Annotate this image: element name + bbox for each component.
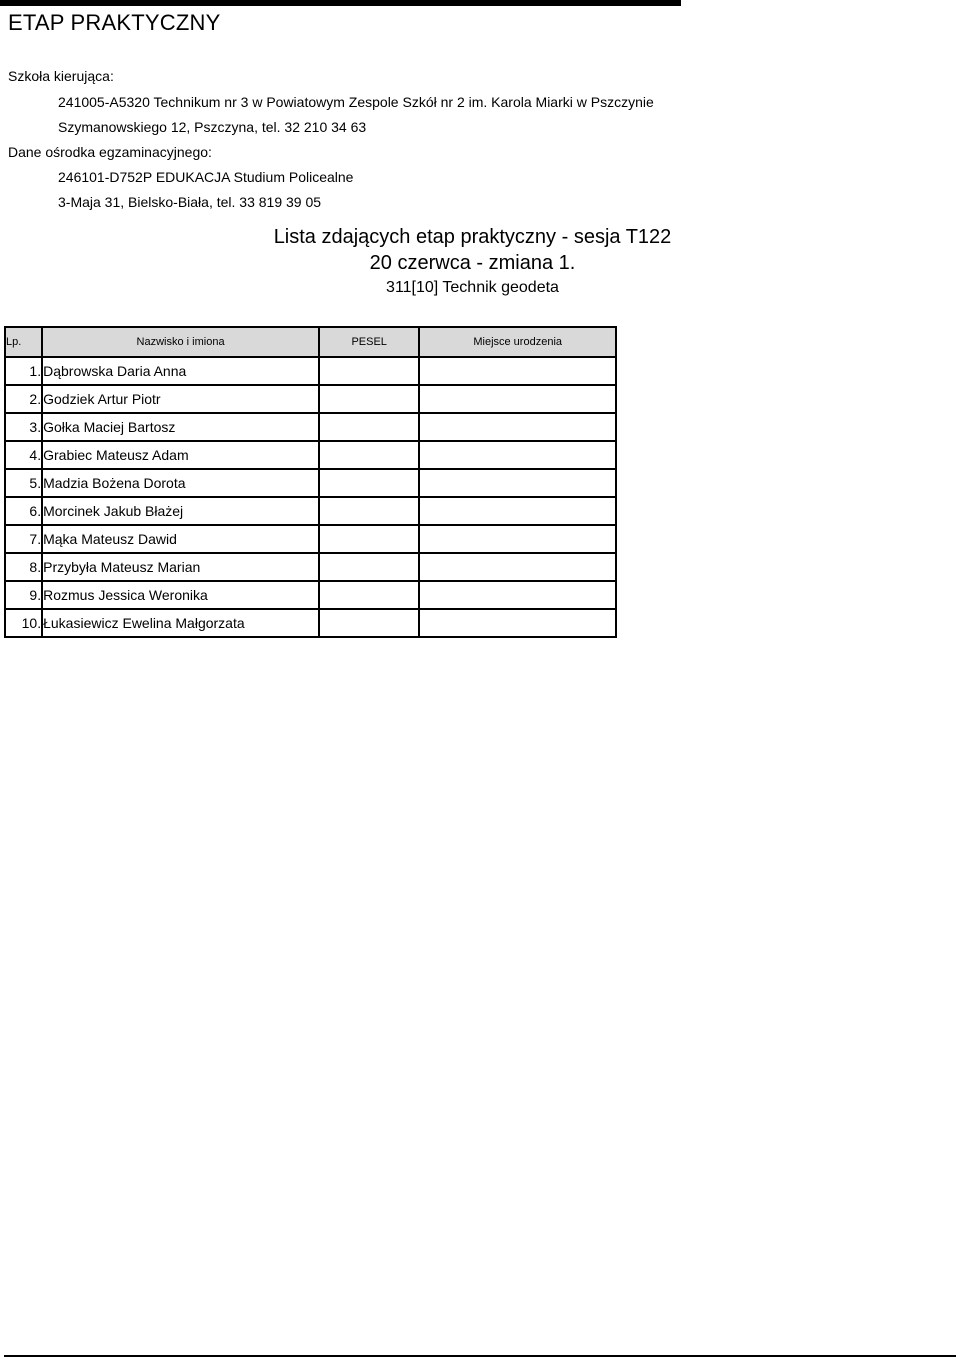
row-birthplace [419, 441, 616, 469]
row-pesel [319, 581, 419, 609]
exam-center-address: 3-Maja 31, Bielsko-Biała, tel. 33 819 39 05 [58, 194, 322, 210]
page-title: ETAP PRAKTYCZNY [8, 10, 221, 35]
list-title: Lista zdających etap praktyczny - sesja T122 [273, 226, 672, 248]
row-birthplace [419, 553, 616, 581]
row-number: 4. [5, 441, 42, 469]
header-name: Nazwisko i imiona [42, 327, 319, 357]
row-number: 3. [5, 413, 42, 441]
row-number: 9. [5, 581, 42, 609]
school-name: 241005-A5320 Technikum nr 3 w Powiatowym Zespole Szkół nr 2 im. Karola Miarki w Pszczynie [58, 94, 654, 110]
row-number: 8. [5, 553, 42, 581]
row-full-name: Przybyła Mateusz Marian [42, 553, 319, 581]
row-number: 7. [5, 525, 42, 553]
row-number: 5. [5, 469, 42, 497]
row-full-name: Dąbrowska Daria Anna [42, 357, 319, 385]
row-pesel [319, 357, 419, 385]
exam-center-label: Dane ośrodka egzaminacyjnego: [8, 144, 212, 160]
row-pesel [319, 385, 419, 413]
row-birthplace [419, 581, 616, 609]
table-row [5, 469, 616, 497]
row-pesel [319, 469, 419, 497]
row-birthplace [419, 385, 616, 413]
row-pesel [319, 497, 419, 525]
row-full-name: Godziek Artur Piotr [42, 385, 319, 413]
row-full-name: Madzia Bożena Dorota [42, 469, 319, 497]
row-number: 1. [5, 357, 42, 385]
row-birthplace [419, 609, 616, 637]
table-row [5, 553, 616, 581]
row-birthplace [419, 357, 616, 385]
list-date-shift: 20 czerwca - zmiana 1. [369, 252, 576, 274]
row-full-name: Łukasiewicz Ewelina Małgorzata [42, 609, 319, 637]
table-row [5, 357, 616, 385]
row-full-name: Gołka Maciej Bartosz [42, 413, 319, 441]
row-birthplace [419, 525, 616, 553]
header-pesel: PESEL [319, 327, 419, 357]
row-full-name: Morcinek Jakub Błażej [42, 497, 319, 525]
bottom-rule [4, 1355, 956, 1357]
header-lp: Lp. [5, 327, 42, 357]
row-birthplace [419, 497, 616, 525]
row-number: 10. [5, 609, 42, 637]
exam-center-name: 246101-D752P EDUKACJA Studium Policealne [58, 169, 354, 185]
row-pesel [319, 441, 419, 469]
table-row [5, 385, 616, 413]
header-birthplace: Miejsce urodzenia [419, 327, 616, 357]
school-address: Szymanowskiego 12, Pszczyna, tel. 32 210 34 63 [58, 119, 367, 135]
row-full-name: Mąka Mateusz Dawid [42, 525, 319, 553]
row-pesel [319, 413, 419, 441]
row-number: 6. [5, 497, 42, 525]
row-full-name: Grabiec Mateusz Adam [42, 441, 319, 469]
table-row [5, 497, 616, 525]
row-pesel [319, 609, 419, 637]
row-birthplace [419, 469, 616, 497]
list-profession: 311[10] Technik geodeta [386, 279, 559, 296]
row-pesel [319, 553, 419, 581]
top-rule [0, 0, 681, 6]
table-row [5, 581, 616, 609]
row-birthplace [419, 413, 616, 441]
table-row [5, 525, 616, 553]
table-row [5, 441, 616, 469]
table-header-row [5, 327, 616, 357]
row-full-name: Rozmus Jessica Weronika [42, 581, 319, 609]
candidates-table [4, 326, 617, 638]
row-pesel [319, 525, 419, 553]
school-label: Szkoła kierująca: [8, 68, 114, 84]
row-number: 2. [5, 385, 42, 413]
table-row [5, 609, 616, 637]
table-row [5, 413, 616, 441]
